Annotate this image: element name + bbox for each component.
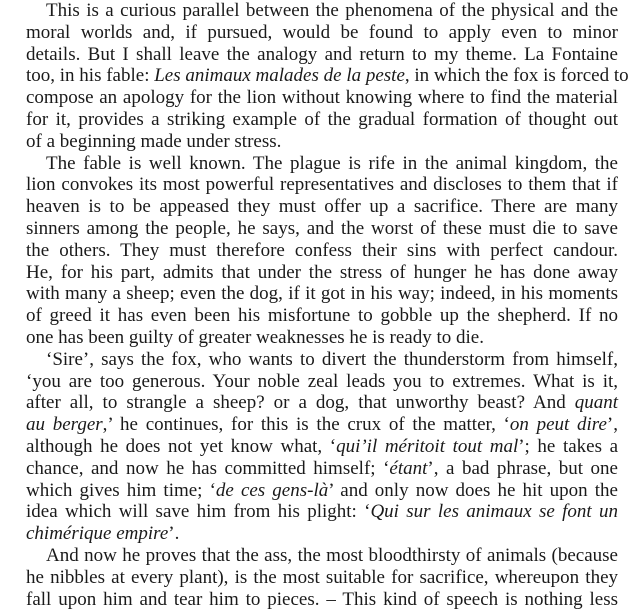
text-line: He, for his part, admits that under the stress of hunger he has done away [26, 261, 618, 283]
text-line: he nibbles at every plant), is the most suitable for sacrifice, whereupon they [26, 566, 618, 588]
text-line: for it, provides a striking example of the gradual formation of thought out [26, 108, 618, 130]
italic-phrase: de ces gens-là [215, 479, 329, 501]
paragraph [26, 153, 618, 349]
text-line: And now he proves that the ass, the most bloodthirsty of animals (because [46, 544, 618, 566]
italic-phrase: Qui sur les animaux se font un [370, 501, 618, 523]
text-line: one has been guilty of greater weaknesses he is ready to die. [26, 326, 484, 348]
italic-phrase: chimérique empire [26, 523, 169, 545]
text-line: moral worlds and, if pursued, would be found to apply even to minor [26, 21, 618, 43]
text-line: ‘you are too generous. Your noble zeal leads you to extremes. What is it, [26, 370, 618, 392]
text-line: The fable is well known. The plague is rife in the animal kingdom, the [46, 152, 618, 174]
text-line: This is a curious parallel between the phenomena of the physical and the [46, 0, 618, 21]
text-line: idea which will save him from his plight: ‘Qui sur les animaux se font un [26, 501, 618, 523]
text-line: with many a sheep; even the dog, if it got in his way; indeed, in his moments [26, 283, 618, 305]
text-line: of a beginning made under stress. [26, 130, 282, 152]
text-line: after all, to strangle a sheep? or a dog, that unworthy beast? And quant [26, 392, 618, 414]
text-line: too, in his fable: Les animaux malades de la peste, in which the fox is forced to [26, 65, 629, 87]
italic-phrase: qui’il méritoit tout mal [336, 435, 519, 457]
text-line: au berger,’ he continues, for this is the crux of the matter, ‘on peut dire’, [26, 414, 618, 436]
text-line: which gives him time; ‘de ces gens-là’ and only now does he hit upon the [26, 479, 618, 501]
text-line: although he does not yet know what, ‘qui’il méritoit tout mal’; he takes a [26, 435, 619, 457]
italic-phrase: Les animaux malades de la peste [154, 65, 405, 87]
text-line: heaven is to be appeased they must offer up a sacrifice. There are many [26, 196, 618, 218]
paragraph [26, 349, 618, 545]
page-text [26, 0, 629, 610]
italic-phrase: quant [574, 392, 618, 414]
paragraph [26, 0, 629, 153]
text-line: details. But I shall leave the analogy and return to my theme. La Fontaine [26, 43, 618, 65]
text-line: ‘Sire’, says the fox, who wants to divert the thunderstorm from himself, [46, 348, 618, 370]
text-line: the others. They must therefore confess their sins with perfect candour. [26, 239, 618, 261]
text-line: chimérique empire’. [26, 523, 180, 545]
italic-phrase: étant [389, 457, 428, 479]
text-line: chance, and now he has committed himself; ‘étant’, a bad phrase, but one [26, 457, 618, 479]
text-line: of greed it has even been his misfortune to gobble up the shepherd. If no [26, 305, 618, 327]
paragraph [26, 545, 618, 610]
text-line: fall upon him and tear him to pieces. – This kind of speech is nothing less [26, 588, 618, 610]
text-line: compose an apology for the lion without knowing where to find the material [26, 87, 618, 109]
text-line: sinners among the people, he says, and the worst of these must die to save [26, 217, 618, 239]
italic-phrase: on peut dire [509, 414, 607, 436]
text-line: lion convokes its most powerful representatives and discloses to them that if [26, 174, 618, 196]
italic-phrase: au berger [26, 414, 103, 436]
